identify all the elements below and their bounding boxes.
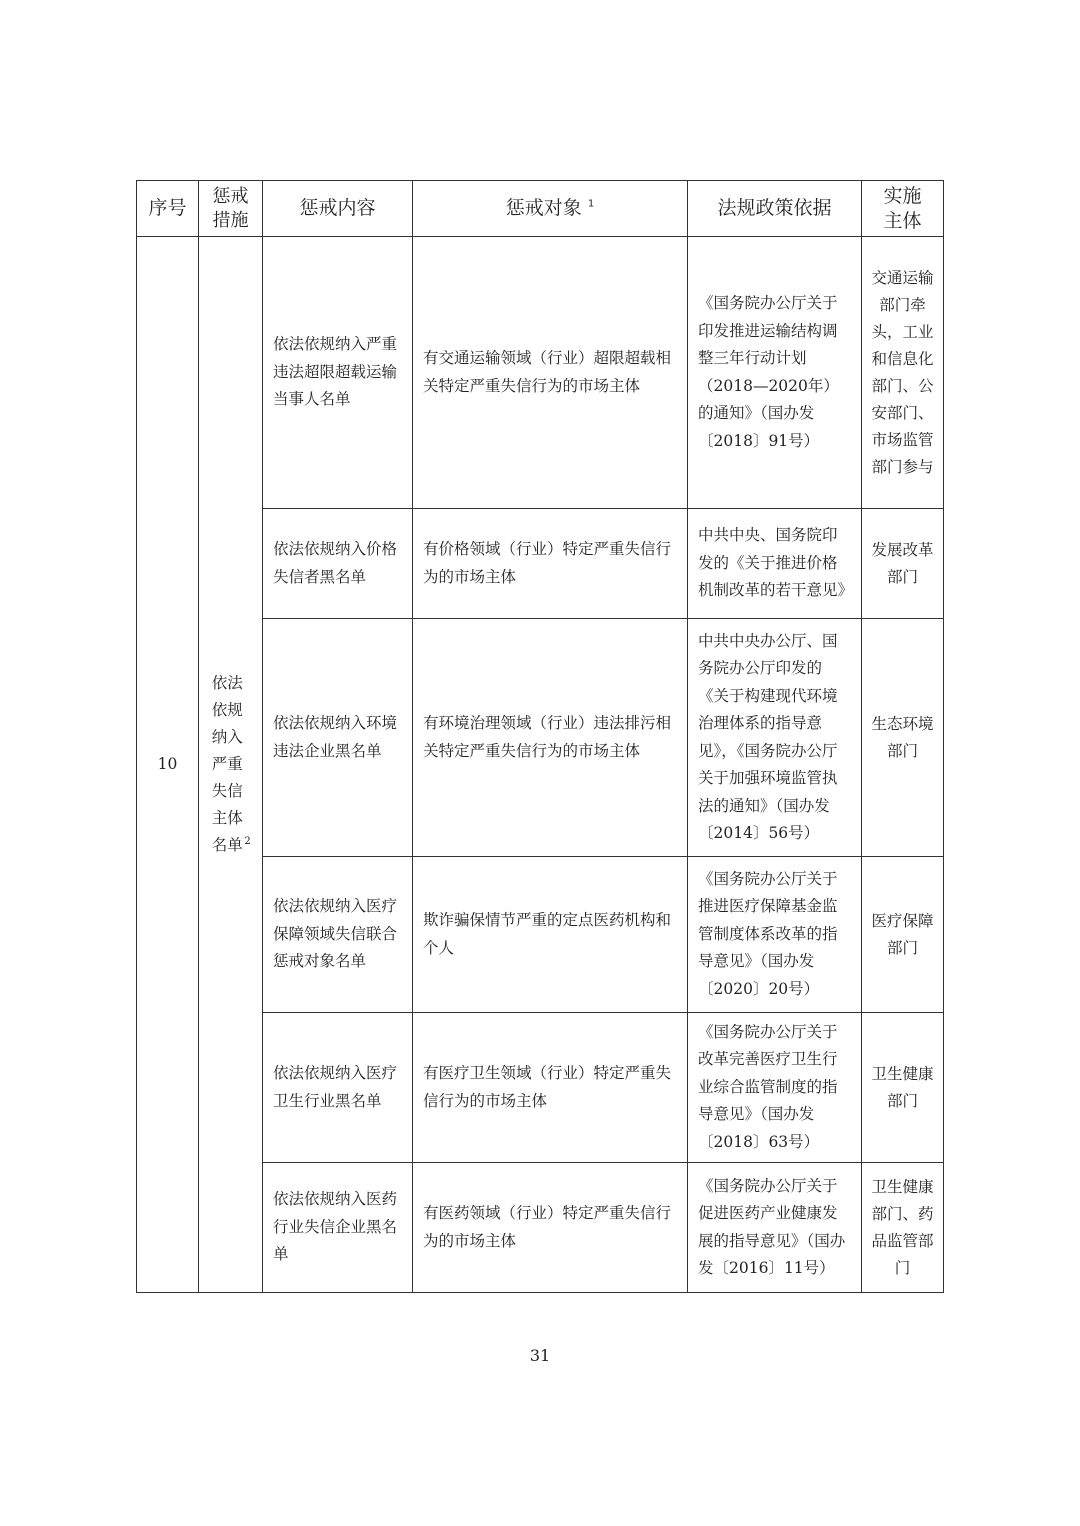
cell-content: 依法依规纳入严重违法超限超载运输当事人名单: [263, 237, 413, 509]
penalty-measures-table: [136, 180, 944, 1293]
cell-content: 依法依规纳入医疗保障领域失信联合惩戒对象名单: [263, 857, 413, 1013]
header-agency: 实施主体: [862, 181, 944, 237]
cell-basis: 《国务院办公厅关于促进医药产业健康发展的指导意见》（国办发〔2016〕11号）: [688, 1163, 862, 1293]
cell-basis: 中共中央、国务院印发的《关于推进价格机制改革的若干意见》: [688, 509, 862, 619]
cell-basis: 《国务院办公厅关于推进医疗保障基金监管制度体系改革的指导意见》（国办发〔2020〕20号）: [688, 857, 862, 1013]
page-number: 31: [529, 1346, 551, 1365]
header-content: 惩戒内容: [263, 181, 413, 237]
row-index: 10: [137, 237, 199, 1293]
header-target: 惩戒对象 $^1$: [413, 181, 688, 237]
footnote-marker-2: 2: [244, 835, 251, 847]
cell-content: 依法依规纳入医疗卫生行业黑名单: [263, 1013, 413, 1163]
row-measure: 依法依规纳入严重失信主体名单 $^2$: [199, 237, 263, 1293]
cell-content: 依法依规纳入医药行业失信企业黑名单: [263, 1163, 413, 1293]
cell-agency: 生态环境部门: [862, 619, 944, 857]
cell-basis: 《国务院办公厅关于改革完善医疗卫生行业综合监管制度的指导意见》（国办发〔2018〕63号）: [688, 1013, 862, 1163]
cell-agency: 医疗保障部门: [862, 857, 944, 1013]
header-measure: 惩戒措施: [199, 181, 263, 237]
cell-target: 有价格领域（行业）特定严重失信行为的市场主体: [413, 509, 688, 619]
cell-basis: 《国务院办公厅关于印发推进运输结构调整三年行动计划（2018—2020年）的通知》（国办发〔2018〕91号）: [688, 237, 862, 509]
cell-agency: 发展改革部门: [862, 509, 944, 619]
footnote-marker-1: 1: [587, 198, 595, 210]
table-row: [137, 237, 944, 509]
cell-agency: 交通运输部门牵头，工业和信息化部门、公安部门、市场监管部门参与: [862, 237, 944, 509]
cell-basis: 中共中央办公厅、国务院办公厅印发的《关于构建现代环境治理体系的指导意见》，《国务院办公厅关于加强环境监管执法的通知》（国办发〔2014〕56号）: [688, 619, 862, 857]
header-basis: 法规政策依据: [688, 181, 862, 237]
cell-agency: 卫生健康部门: [862, 1013, 944, 1163]
cell-agency: 卫生健康部门、药品监管部门: [862, 1163, 944, 1293]
cell-content: 依法依规纳入环境违法企业黑名单: [263, 619, 413, 857]
table-header-row: [137, 181, 944, 237]
header-index: 序号: [137, 181, 199, 237]
cell-content: 依法依规纳入价格失信者黑名单: [263, 509, 413, 619]
cell-target: 有交通运输领域（行业）超限超载相关特定严重失信行为的市场主体: [413, 237, 688, 509]
cell-target: 欺诈骗保情节严重的定点医药机构和个人: [413, 857, 688, 1013]
cell-target: 有医疗卫生领域（行业）特定严重失信行为的市场主体: [413, 1013, 688, 1163]
cell-target: 有环境治理领域（行业）违法排污相关特定严重失信行为的市场主体: [413, 619, 688, 857]
cell-target: 有医药领域（行业）特定严重失信行为的市场主体: [413, 1163, 688, 1293]
